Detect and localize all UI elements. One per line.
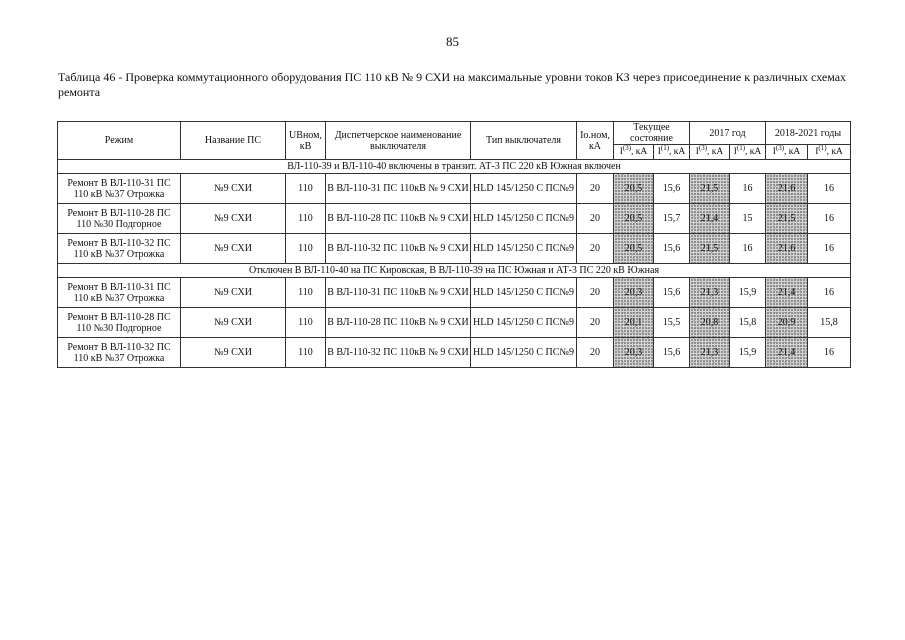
- header-current-state: Текущее состояние: [614, 122, 690, 145]
- cell-dispatch-name: В ВЛ-110-32 ПС 110кВ № 9 СХИ: [326, 234, 471, 264]
- cell-u-nom: 110: [286, 234, 326, 264]
- cell-2018-2021-i1: 16: [808, 278, 851, 308]
- cell-2018-2021-i3: 21,5: [766, 204, 808, 234]
- cell-dispatch-name: В ВЛ-110-28 ПС 110кВ № 9 СХИ: [326, 308, 471, 338]
- cell-2017-i1: 16: [730, 234, 766, 264]
- subheader-symbol: I: [772, 146, 776, 157]
- cell-2018-2021-i1: 16: [808, 174, 851, 204]
- cell-2018-2021-i3: 20,9: [766, 308, 808, 338]
- cell-current-i3: 20,1: [614, 308, 654, 338]
- cell-current-i3: 20,5: [614, 174, 654, 204]
- section-title: ВЛ-110-39 и ВЛ-110-40 включены в транзит. АТ-3 ПС 220 кВ Южная включен: [58, 160, 851, 174]
- subheader-superscript: (1): [660, 143, 670, 152]
- cell-breaker-type: HLD 145/1250 С ПС№9: [471, 278, 577, 308]
- cell-2017-i3: 21,4: [690, 204, 730, 234]
- cell-breaker-type: HLD 145/1250 С ПС№9: [471, 174, 577, 204]
- cell-2017-i1: 16: [730, 174, 766, 204]
- cell-current-i1: 15,6: [654, 234, 690, 264]
- header-ps-name: Название ПС: [181, 122, 286, 160]
- table-row: [58, 204, 851, 234]
- header-mode: Режим: [58, 122, 181, 160]
- cell-dispatch-name: В ВЛ-110-28 ПС 110кВ № 9 СХИ: [326, 204, 471, 234]
- subheader-i1-2017: [730, 145, 766, 160]
- subheader-unit: , кА: [707, 146, 724, 157]
- cell-2018-2021-i1: 16: [808, 204, 851, 234]
- cell-i-nom: 20: [577, 338, 614, 368]
- cell-i-nom: 20: [577, 234, 614, 264]
- cell-breaker-type: HLD 145/1250 С ПС№9: [471, 234, 577, 264]
- subheader-superscript: (1): [818, 143, 827, 152]
- cell-2017-i3: 21,3: [690, 338, 730, 368]
- cell-current-i1: 15,5: [654, 308, 690, 338]
- cell-u-nom: 110: [286, 278, 326, 308]
- section-row: [58, 264, 851, 278]
- subheader-unit: , кА: [669, 146, 686, 157]
- cell-u-nom: 110: [286, 308, 326, 338]
- subheader-symbol: I: [657, 146, 661, 157]
- subheader-symbol: I: [619, 146, 623, 157]
- header-u-nom: UВном, кВ: [286, 122, 326, 160]
- header-years-2018-2021: 2018-2021 годы: [766, 122, 851, 145]
- cell-current-i3: 20,3: [614, 278, 654, 308]
- cell-2018-2021-i3: 21,4: [766, 338, 808, 368]
- section-title: Отключен В ВЛ-110-40 на ПС Кировская, В ВЛ-110-39 на ПС Южная и АТ-3 ПС 220 кВ Южная: [58, 264, 851, 278]
- cell-2017-i3: 21,5: [690, 234, 730, 264]
- cell-2017-i3: 21,3: [690, 278, 730, 308]
- table-row: [58, 174, 851, 204]
- header-breaker-type: Тип выключателя: [471, 122, 577, 160]
- cell-current-i1: 15,6: [654, 338, 690, 368]
- table-row: [58, 278, 851, 308]
- cell-dispatch-name: В ВЛ-110-31 ПС 110кВ № 9 СХИ: [326, 174, 471, 204]
- cell-u-nom: 110: [286, 338, 326, 368]
- cell-mode: Ремонт В ВЛ-110-28 ПС 110 №30 Подгорное: [58, 308, 181, 338]
- cell-2018-2021-i1: 16: [808, 234, 851, 264]
- cell-dispatch-name: В ВЛ-110-31 ПС 110кВ № 9 СХИ: [326, 278, 471, 308]
- subheader-i3-2017: [690, 145, 730, 160]
- subheader-unit: , кА: [784, 146, 801, 157]
- cell-u-nom: 110: [286, 174, 326, 204]
- subheader-i3-2018-2021: [766, 145, 808, 160]
- cell-current-i1: 15,6: [654, 174, 690, 204]
- subheader-symbol: I: [695, 146, 699, 157]
- table-caption: Таблица 46 - Проверка коммутационного оборудования ПС 110 кВ № 9 СХИ на максимальные уровни токов КЗ через присоединение к различных схемах ремонта: [58, 70, 847, 99]
- cell-i-nom: 20: [577, 174, 614, 204]
- cell-2018-2021-i3: 21,6: [766, 174, 808, 204]
- cell-2018-2021-i1: 15,8: [808, 308, 851, 338]
- cell-2017-i3: 20,8: [690, 308, 730, 338]
- subheader-symbol: I: [815, 146, 819, 157]
- cell-mode: Ремонт В ВЛ-110-31 ПС 110 кВ №37 Отрожка: [58, 174, 181, 204]
- header-dispatch-name: Диспетчерское наименование выключателя: [326, 122, 471, 160]
- table-row: [58, 308, 851, 338]
- table-row: [58, 234, 851, 264]
- cell-breaker-type: HLD 145/1250 С ПС№9: [471, 308, 577, 338]
- cell-mode: Ремонт В ВЛ-110-28 ПС 110 №30 Подгорное: [58, 204, 181, 234]
- cell-current-i3: 20,5: [614, 234, 654, 264]
- cell-2017-i1: 15,9: [730, 338, 766, 368]
- cell-mode: Ремонт В ВЛ-110-32 ПС 110 кВ №37 Отрожка: [58, 234, 181, 264]
- cell-ps-name: №9 СХИ: [181, 278, 286, 308]
- section-row: [58, 160, 851, 174]
- cell-ps-name: №9 СХИ: [181, 234, 286, 264]
- cell-u-nom: 110: [286, 204, 326, 234]
- cell-current-i1: 15,7: [654, 204, 690, 234]
- subheader-i1-2018-2021: [808, 145, 851, 160]
- cell-i-nom: 20: [577, 308, 614, 338]
- cell-ps-name: №9 СХИ: [181, 338, 286, 368]
- cell-i-nom: 20: [577, 204, 614, 234]
- subheader-superscript: (3): [698, 143, 708, 152]
- subheader-i3-current: [614, 145, 654, 160]
- header-year-2017: 2017 год: [690, 122, 766, 145]
- cell-2017-i3: 21,5: [690, 174, 730, 204]
- subheader-unit: , кА: [745, 146, 762, 157]
- table-row: [58, 338, 851, 368]
- cell-breaker-type: HLD 145/1250 С ПС№9: [471, 338, 577, 368]
- cell-2018-2021-i3: 21,4: [766, 278, 808, 308]
- cell-2018-2021-i3: 21,6: [766, 234, 808, 264]
- page-number: 85: [446, 34, 459, 49]
- header-i-nom: Io.ном, кА: [577, 122, 614, 160]
- cell-i-nom: 20: [577, 278, 614, 308]
- cell-current-i1: 15,6: [654, 278, 690, 308]
- subheader-superscript: (3): [775, 143, 785, 152]
- breaker-check-table: [57, 121, 851, 368]
- subheader-unit: , кА: [826, 146, 843, 157]
- cell-mode: Ремонт В ВЛ-110-32 ПС 110 кВ №37 Отрожка: [58, 338, 181, 368]
- subheader-unit: , кА: [631, 146, 648, 157]
- cell-dispatch-name: В ВЛ-110-32 ПС 110кВ № 9 СХИ: [326, 338, 471, 368]
- cell-mode: Ремонт В ВЛ-110-31 ПС 110 кВ №37 Отрожка: [58, 278, 181, 308]
- cell-ps-name: №9 СХИ: [181, 174, 286, 204]
- cell-ps-name: №9 СХИ: [181, 204, 286, 234]
- cell-ps-name: №9 СХИ: [181, 308, 286, 338]
- cell-breaker-type: HLD 145/1250 С ПС№9: [471, 204, 577, 234]
- cell-2017-i1: 15: [730, 204, 766, 234]
- cell-2017-i1: 15,9: [730, 278, 766, 308]
- cell-2018-2021-i1: 16: [808, 338, 851, 368]
- cell-current-i3: 20,5: [614, 204, 654, 234]
- subheader-i1-current: [654, 145, 690, 160]
- subheader-superscript: (1): [736, 143, 746, 152]
- cell-2017-i1: 15,8: [730, 308, 766, 338]
- subheader-symbol: I: [733, 146, 737, 157]
- subheader-superscript: (3): [622, 143, 632, 152]
- cell-current-i3: 20,3: [614, 338, 654, 368]
